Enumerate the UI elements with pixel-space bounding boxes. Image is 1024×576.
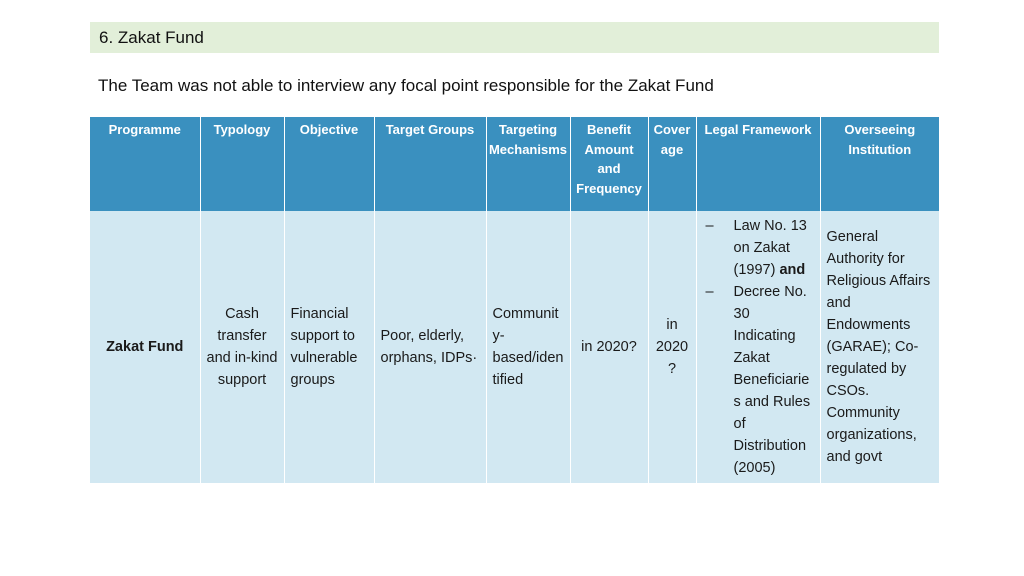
section-heading-bar — [90, 22, 939, 53]
intro-paragraph: The Team was not able to interview any focal point responsible for the Zakat Fund — [98, 76, 714, 95]
cell-coverage: in 2020 ? — [648, 211, 696, 483]
header-overseeing-institution: Overseeing Institution — [820, 117, 939, 211]
cell-targeting: Community-based/identified — [486, 211, 570, 483]
programme-table — [90, 117, 939, 483]
cell-overseeing-institution: General Authority for Religious Affairs and Endowments (GARAE); Co-regulated by CSOs. Community organizations, and govt — [820, 211, 939, 483]
dash-bullet-icon: – — [705, 218, 714, 234]
header-legal-framework: Legal Framework — [696, 117, 820, 211]
cell-legal-framework — [696, 211, 820, 483]
header-targeting-mechanisms: Targeting Mechanisms — [486, 117, 570, 211]
legal-item — [703, 281, 814, 479]
legal-item — [703, 215, 814, 281]
cell-target-groups — [374, 211, 486, 483]
legal-item1-bold: and — [779, 262, 806, 278]
header-target-groups: Target Groups — [374, 117, 486, 211]
target-groups-line2: orphans, IDPs· — [380, 350, 478, 366]
dash-bullet-icon: – — [705, 284, 714, 300]
legal-item1-text: Law No. 13 on Zakat (1997) — [733, 218, 807, 278]
header-benefit: Benefit Amount and Frequency — [570, 117, 648, 211]
table-row — [90, 211, 939, 483]
section-title: 6. Zakat Fund — [99, 28, 204, 47]
cell-objective: Financial support to vulnerable groups — [284, 211, 374, 483]
cell-typology: Cash transfer and in-kind support — [200, 211, 284, 483]
header-objective: Objective — [284, 117, 374, 211]
table-header-row — [90, 117, 939, 211]
header-programme: Programme — [90, 117, 200, 211]
header-typology: Typology — [200, 117, 284, 211]
legal-item2-text: Decree No. 30 Indicating Zakat Beneficiaries and Rules of Distribution (2005) — [733, 284, 811, 476]
header-coverage: Coverage — [648, 117, 696, 211]
legal-list — [703, 215, 814, 479]
cell-benefit: in 2020? — [570, 211, 648, 483]
cell-programme: Zakat Fund — [90, 211, 200, 483]
target-groups-line1: Poor, elderly, — [380, 328, 465, 344]
